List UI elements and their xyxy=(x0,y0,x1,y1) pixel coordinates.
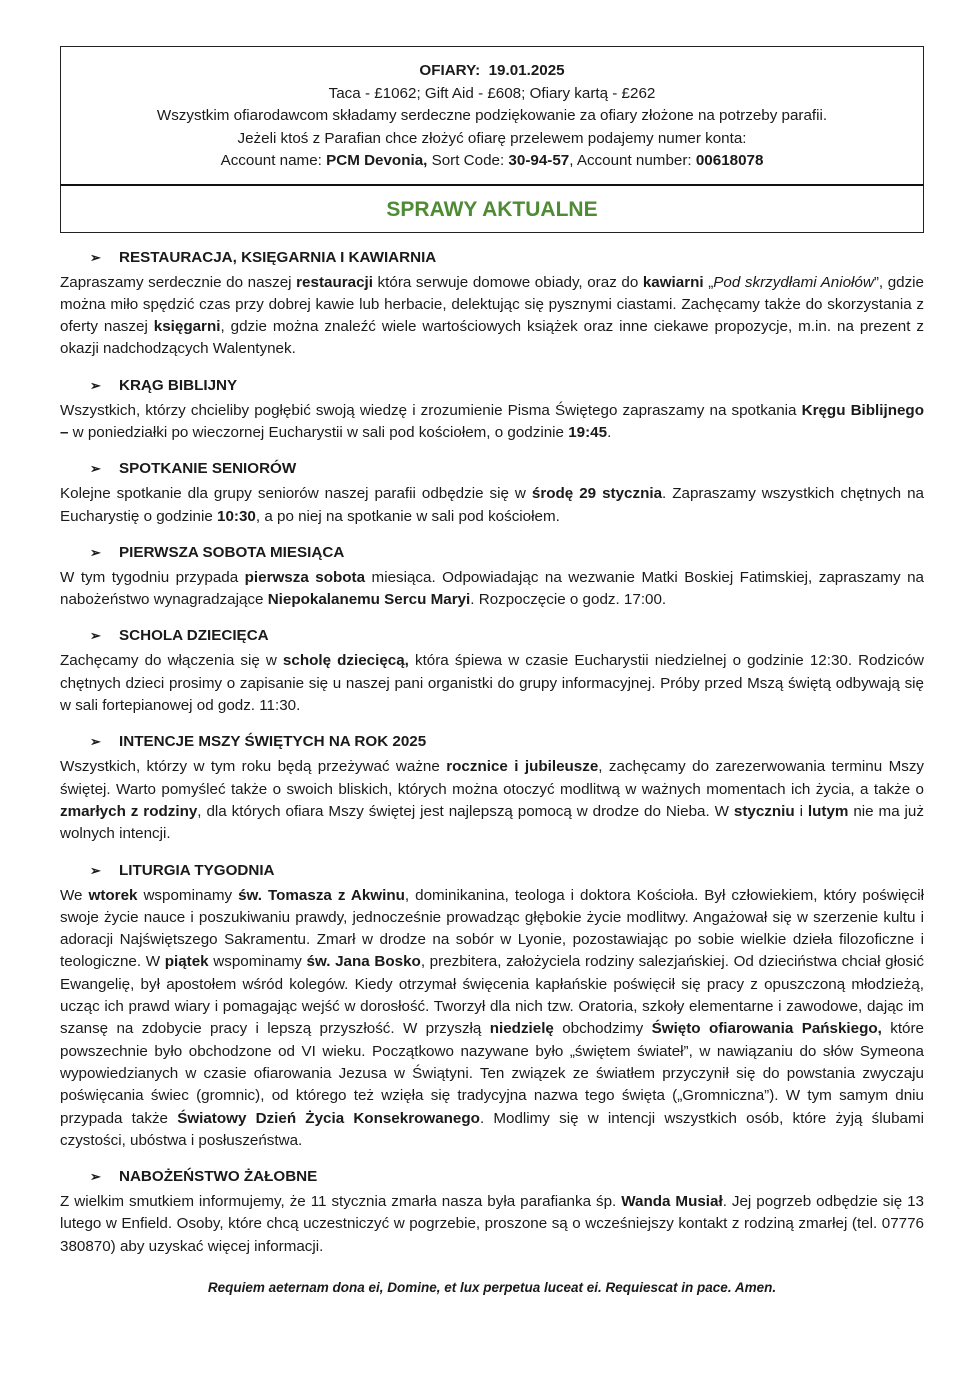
sort-code-label: Sort Code: xyxy=(427,152,509,169)
italic-text: Pod skrzydłami Aniołów xyxy=(713,273,874,291)
bold-text: lutym xyxy=(807,802,849,820)
section-body xyxy=(60,483,924,528)
bold-text: Święto ofiarowania Pańskiego, xyxy=(651,1020,882,1038)
text: , prezbitera, założyciela rodziny salezjańskiej. Od dzieciństwa chciał głosić Ewangelię, był apostołem wśród kolegów. Kiedy otrzymał święcenia kapłańskie poświęcił się pracy z opuszczoną młodzieżą, ucząc ich prawd wiary i pomagając wejść w dorosłość. Tworzył dla nich tzw. Oratoria, szkoły elementarne i zawodowe, dając im szansę na zdobycie pracy i lepszą przyszłość. W przyszłą xyxy=(60,953,924,1038)
announcement-section xyxy=(60,542,924,612)
section-title xyxy=(60,247,924,269)
arrow-bullet-icon: ➢ xyxy=(90,461,101,477)
section-title xyxy=(60,860,924,882)
account-number-value: 00618078 xyxy=(695,152,764,169)
section-title xyxy=(60,375,924,397)
announcement-section xyxy=(60,1166,924,1258)
text: , gdzie można znaleźć wiele wartościowych książek oraz inne ciekawe propozycje, m.in. na prezent z okazji nadchodzących Walentynek. xyxy=(60,318,925,358)
section-title xyxy=(60,542,924,564)
text: „ xyxy=(703,273,714,291)
section-title xyxy=(60,625,924,647)
bold-text: scholę dziecięcą, xyxy=(282,652,409,670)
account-details xyxy=(61,150,923,173)
text: , zachęcamy do zarezerwowania terminu Mszy świętej. Warto pomyśleć także o swoich bliskich, których można otoczyć modlitwą w ważnych momentach ich życia, a także o xyxy=(60,758,925,798)
section-body xyxy=(60,272,924,361)
announcement-section xyxy=(60,860,924,1153)
account-name-label: Account name: xyxy=(220,152,327,169)
bold-text: Niepokalanemu Sercu Maryi xyxy=(267,591,471,609)
page-title: SPRAWY AKTUALNE xyxy=(386,197,598,221)
section-body xyxy=(60,650,924,717)
bold-text: środę 29 stycznia xyxy=(531,485,663,503)
bold-text: styczniu xyxy=(733,802,795,820)
bold-text: św. Tomasza z Akwinu xyxy=(238,886,405,904)
text: . xyxy=(607,423,612,441)
section-title-label: NABOŻEŃSTWO ŻAŁOBNE xyxy=(119,1168,318,1186)
section-body xyxy=(60,756,924,845)
bold-text: restauracji xyxy=(296,273,373,291)
bold-text: rocznice i jubileusze xyxy=(446,758,599,776)
text: . Rozpoczęcie o godz. 17:00. xyxy=(470,591,667,609)
closing-prayer: Requiem aeternam dona ei, Domine, et lux perpetua luceat ei. Requiescat in pace. Amen. xyxy=(207,1280,777,1295)
bold-text: niedzielę xyxy=(489,1020,554,1038)
text: . Modlimy się w intencji wszystkich osób, które żyją ślubami czystości, ubóstwa i posłuszeństwa. xyxy=(60,1109,924,1149)
text: w poniedziałki po wieczornej Eucharystii w sali pod kościołem, o godzinie xyxy=(68,423,569,441)
bold-text: św. Jana Bosko xyxy=(306,953,421,971)
offerings-amounts: Taca - £1062; Gift Aid - £608; Ofiary kartą - £262 xyxy=(328,84,656,102)
bold-text: 10:30 xyxy=(217,507,256,525)
text: , dla których ofiara Mszy świętej jest najlepszą pomocą w drodze do Nieba. W xyxy=(197,802,734,820)
announcement-section xyxy=(60,247,924,361)
section-title xyxy=(60,731,924,753)
section-header-box xyxy=(60,184,924,233)
arrow-bullet-icon: ➢ xyxy=(90,862,101,878)
text: wspominamy xyxy=(208,953,307,971)
text: Z wielkim smutkiem informujemy, że 11 stycznia zmarła nasza była parafianka śp. xyxy=(60,1193,622,1211)
bold-text: pierwsza sobota xyxy=(244,568,366,586)
text: obchodzimy xyxy=(553,1020,652,1038)
text: ”, gdzie można miło spędzić czas przy dobrej kawie lub herbacie, delektując się pysznymi ciastami. Zachęcamy także do skorzystania z oferty naszej xyxy=(60,273,924,336)
offerings-title xyxy=(61,60,923,83)
account-name-value: PCM Devonia, xyxy=(326,152,428,169)
bold-text: Światowy Dzień Życia Konsekrowanego xyxy=(177,1109,480,1127)
section-title xyxy=(60,458,924,480)
text: Kolejne spotkanie dla grupy seniorów naszej parafii odbędzie się w xyxy=(60,485,532,503)
account-number-label: , Account number: xyxy=(569,152,696,169)
section-body xyxy=(60,885,924,1153)
text: W tym tygodniu przypada xyxy=(60,568,245,586)
text: które powszechnie było obchodzone od VI wieku. Początkowo nazywane było „świętem świateł”, w nawiązaniu do słów Symeona wypowiedzianych w czasie ofiarowania Jezusa w Świątyni. Ten związek ze światłem przyczynił się do powstania zwyczaju poświęcania świec (gromnic), od którego też wzięła się tradycyjna nazwa tego święta („Gromniczna”). W tym samym dniu przypada także xyxy=(60,1020,924,1127)
arrow-bullet-icon: ➢ xyxy=(90,544,101,560)
offerings-thanks: Wszystkim ofiarodawcom składamy serdeczne podziękowanie za ofiary złożone na potrzeby parafii. xyxy=(156,107,828,124)
announcement-section xyxy=(60,375,924,445)
arrow-bullet-icon: ➢ xyxy=(90,734,101,750)
offerings-box xyxy=(60,46,924,184)
text: , dominikanina, teologa i doktora Kościoła. Był człowiekiem, który poświęcił swoje życie nauce i poszukiwaniu prawdy, jednocześnie prowadząc głębokie życie modlitwy. Angażował się w szerzenie kultu i adoracji Najświętszego Sakramentu. Zmarł w drodze na sobór w Lyonie, pozostawiając po sobie wielkie dzieła filozoficzne i teologiczne. W xyxy=(60,886,925,971)
announcement-section xyxy=(60,625,924,717)
text: Zapraszamy serdecznie do naszej xyxy=(60,273,297,291)
section-title-label: SCHOLA DZIECIĘCA xyxy=(119,627,269,645)
section-title-label: INTENCJE MSZY ŚWIĘTYCH NA ROK 2025 xyxy=(119,733,427,751)
text: która serwuje domowe obiady, oraz do xyxy=(372,273,643,291)
section-title-label: PIERWSZA SOBOTA MIESIĄCA xyxy=(119,543,345,561)
text: nie ma już wolnych intencji. xyxy=(60,802,924,843)
announcement-section xyxy=(60,731,924,845)
text: We xyxy=(60,886,89,904)
section-title-label: LITURGIA TYGODNIA xyxy=(119,861,275,879)
text: miesiąca. Odpowiadając na wezwanie Matki Boskiej Fatimskiej, zapraszamy na nabożeństwo wynagradzające xyxy=(60,568,924,609)
offerings-date: 19.01.2025 xyxy=(488,62,565,79)
bold-text: wtorek xyxy=(88,886,138,904)
announcement-section xyxy=(60,458,924,528)
offerings-transfer-info: Jeżeli ktoś z Parafian chce złożyć ofiarę przelewem podajemy numer konta: xyxy=(237,129,747,147)
bold-text: zmarłych z rodziny xyxy=(60,802,198,820)
section-title-label: SPOTKANIE SENIORÓW xyxy=(119,460,297,478)
text: Wszystkich, którzy chcieliby pogłębić swoją wiedzę i zrozumienie Pisma Świętego zapraszamy na spotkania xyxy=(60,401,802,419)
text: wspominamy xyxy=(137,886,239,904)
arrow-bullet-icon: ➢ xyxy=(90,377,101,393)
text: , a po niej na spotkanie w sali pod kościołem. xyxy=(255,507,560,525)
text: . Jej pogrzeb odbędzie się 13 lutego w Enfield. Osoby, które chcą uczestniczyć w pogrzebie, proszone są o wcześniejszy kontakt z rodziną zmarłej (tel. 07776 380870) aby uzyskać więcej informacji. xyxy=(60,1193,925,1255)
arrow-bullet-icon: ➢ xyxy=(90,1169,101,1185)
section-body xyxy=(60,1191,924,1258)
text: . Zapraszamy wszystkich chętnych na Eucharystię o godzinie xyxy=(60,485,924,525)
bold-text: piątek xyxy=(164,953,209,971)
bold-text: 19:45 xyxy=(568,423,608,441)
text: Zachęcamy do włączenia się w xyxy=(60,652,283,670)
arrow-bullet-icon: ➢ xyxy=(90,249,101,265)
offerings-label: OFIARY: xyxy=(419,62,481,79)
text: Wszystkich, którzy w tym roku będą przeżywać ważne xyxy=(60,758,447,776)
arrow-bullet-icon: ➢ xyxy=(90,628,101,644)
section-body xyxy=(60,400,924,445)
bold-text: Kręgu Biblijnego – xyxy=(60,401,924,441)
bold-text: kawiarni xyxy=(642,273,704,291)
section-title-label: KRĄG BIBLIJNY xyxy=(119,376,238,394)
text: i xyxy=(794,802,808,820)
section-title xyxy=(60,1166,924,1188)
section-title-label: RESTAURACJA, KSIĘGARNIA I KAWIARNIA xyxy=(119,248,437,266)
text: która śpiewa w czasie Eucharystii niedzielnej o godzinie 12:30. Rodziców chętnych dzieci prosimy o zapisanie się u naszej pani organistki do grupy informacyjnej. Próby przed Mszą świętą odbywają się w sali fortepianowej od godz. 11:30. xyxy=(60,652,924,715)
announcements-list xyxy=(60,247,924,1259)
bold-text: Wanda Musiał xyxy=(621,1193,723,1211)
bulletin-page xyxy=(60,46,924,1295)
sort-code-value: 30-94-57 xyxy=(508,152,570,169)
section-body xyxy=(60,567,924,612)
bold-text: księgarni xyxy=(153,318,221,336)
